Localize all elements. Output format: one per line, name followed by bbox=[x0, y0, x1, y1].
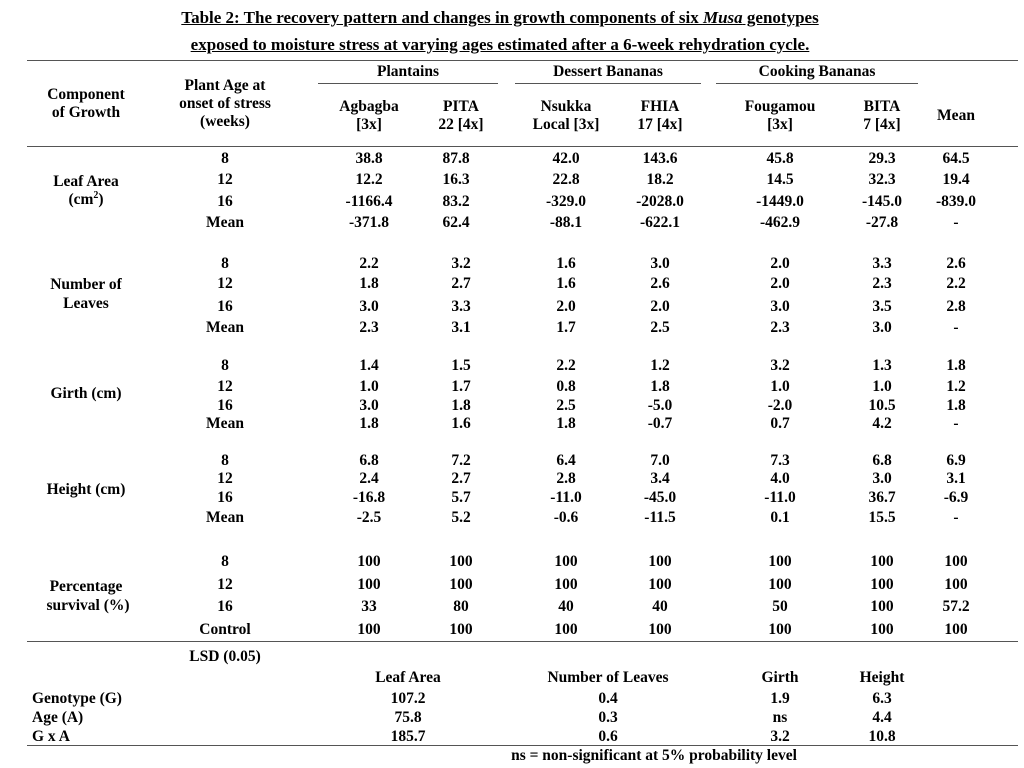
value-cell: -0.6 bbox=[553, 509, 579, 526]
age-cell: 16 bbox=[217, 193, 233, 210]
mean-cell: 1.8 bbox=[946, 397, 966, 414]
header-age-line2: onset of stress bbox=[179, 95, 271, 112]
header-genotype-name: FHIA bbox=[640, 98, 680, 115]
lsd-value: ns bbox=[772, 709, 788, 726]
mean-cell: 100 bbox=[944, 621, 968, 638]
value-cell: 1.7 bbox=[556, 319, 576, 336]
value-cell: -11.5 bbox=[644, 509, 676, 526]
lsd-column-header: Leaf Area bbox=[375, 669, 441, 686]
mean-cell: 2.6 bbox=[946, 255, 966, 272]
age-cell: 8 bbox=[221, 357, 229, 374]
age-cell: 12 bbox=[217, 275, 233, 292]
value-cell: 1.3 bbox=[872, 357, 892, 374]
value-cell: 2.0 bbox=[556, 298, 576, 315]
value-cell: 2.5 bbox=[650, 319, 670, 336]
age-cell: 16 bbox=[217, 397, 233, 414]
value-cell: 5.7 bbox=[451, 489, 471, 506]
mean-cell: - bbox=[953, 214, 959, 231]
value-cell: 100 bbox=[554, 621, 578, 638]
value-cell: -88.1 bbox=[549, 214, 583, 231]
value-cell: 4.0 bbox=[770, 470, 790, 487]
age-cell: 8 bbox=[221, 452, 229, 469]
mean-cell: 3.1 bbox=[946, 470, 966, 487]
age-cell: 12 bbox=[217, 171, 233, 188]
lsd-row-label: Genotype (G) bbox=[32, 690, 122, 707]
value-cell: 32.3 bbox=[868, 171, 896, 188]
value-cell: 87.8 bbox=[442, 150, 470, 167]
age-cell: Control bbox=[199, 621, 251, 638]
lsd-value: 6.3 bbox=[872, 690, 892, 707]
value-cell: 2.3 bbox=[359, 319, 379, 336]
mean-cell: 64.5 bbox=[942, 150, 970, 167]
value-cell: 36.7 bbox=[868, 489, 896, 506]
value-cell: 100 bbox=[648, 621, 672, 638]
value-cell: 50 bbox=[772, 598, 788, 615]
mean-cell: -6.9 bbox=[943, 489, 969, 506]
group-underline-dessert bbox=[515, 83, 701, 84]
value-cell: 2.8 bbox=[556, 470, 576, 487]
value-cell: -27.8 bbox=[865, 214, 899, 231]
value-cell: 2.7 bbox=[451, 275, 471, 292]
age-cell: Mean bbox=[206, 319, 244, 336]
lsd-row-label: Age (A) bbox=[32, 709, 84, 726]
mean-cell: 1.8 bbox=[946, 357, 966, 374]
section-label-line1: Girth (cm) bbox=[50, 385, 122, 402]
header-genotype-ploidy: 7 [4x] bbox=[863, 116, 901, 133]
value-cell: 22.8 bbox=[552, 171, 580, 188]
lsd-column-header: Girth bbox=[761, 669, 799, 686]
value-cell: 2.3 bbox=[770, 319, 790, 336]
value-cell: 7.2 bbox=[451, 452, 471, 469]
section-label-line1: Height (cm) bbox=[46, 481, 126, 498]
mean-cell: - bbox=[953, 509, 959, 526]
value-cell: 18.2 bbox=[646, 171, 674, 188]
lsd-row-label: G x A bbox=[32, 728, 70, 745]
value-cell: -2.5 bbox=[356, 509, 382, 526]
value-cell: 1.8 bbox=[359, 415, 379, 432]
value-cell: -11.0 bbox=[764, 489, 796, 506]
header-group-dessert: Dessert Bananas bbox=[553, 63, 663, 80]
lsd-value: 3.2 bbox=[770, 728, 790, 745]
value-cell: 2.5 bbox=[556, 397, 576, 414]
mean-cell: -839.0 bbox=[935, 193, 977, 210]
value-cell: 2.0 bbox=[650, 298, 670, 315]
value-cell: 40 bbox=[652, 598, 668, 615]
value-cell: 29.3 bbox=[868, 150, 896, 167]
value-cell: 14.5 bbox=[766, 171, 794, 188]
value-cell: 38.8 bbox=[355, 150, 383, 167]
value-cell: 100 bbox=[870, 598, 894, 615]
header-age-line3: (weeks) bbox=[200, 113, 250, 130]
value-cell: 3.0 bbox=[650, 255, 670, 272]
value-cell: 15.5 bbox=[868, 509, 896, 526]
value-cell: 2.2 bbox=[556, 357, 576, 374]
lsd-value: 0.6 bbox=[598, 728, 618, 745]
age-cell: Mean bbox=[206, 509, 244, 526]
mean-cell: 100 bbox=[944, 576, 968, 593]
value-cell: 100 bbox=[554, 576, 578, 593]
mean-cell: - bbox=[953, 319, 959, 336]
header-genotype-ploidy: 22 [4x] bbox=[438, 116, 484, 133]
group-underline-cooking bbox=[716, 83, 918, 84]
age-cell: 8 bbox=[221, 553, 229, 570]
header-genotype-name: Agbagba bbox=[339, 98, 399, 115]
value-cell: 2.2 bbox=[359, 255, 379, 272]
value-cell: 0.7 bbox=[770, 415, 790, 432]
value-cell: -1166.4 bbox=[345, 193, 393, 210]
mean-cell: 6.9 bbox=[946, 452, 966, 469]
value-cell: -5.0 bbox=[647, 397, 673, 414]
lsd-value: 0.4 bbox=[598, 690, 618, 707]
value-cell: 1.2 bbox=[650, 357, 670, 374]
value-cell: 3.0 bbox=[770, 298, 790, 315]
value-cell: -2028.0 bbox=[636, 193, 684, 210]
value-cell: 100 bbox=[768, 576, 792, 593]
value-cell: 1.8 bbox=[451, 397, 471, 414]
header-genotype-ploidy: 17 [4x] bbox=[637, 116, 683, 133]
value-cell: 1.0 bbox=[770, 378, 790, 395]
value-cell: 2.0 bbox=[770, 275, 790, 292]
lsd-value: 4.4 bbox=[872, 709, 892, 726]
value-cell: -462.9 bbox=[759, 214, 801, 231]
age-cell: Mean bbox=[206, 415, 244, 432]
header-genotype-name: Nsukka bbox=[540, 98, 592, 115]
value-cell: 6.8 bbox=[359, 452, 379, 469]
value-cell: 2.4 bbox=[359, 470, 379, 487]
value-cell: 3.4 bbox=[650, 470, 670, 487]
value-cell: 83.2 bbox=[442, 193, 470, 210]
value-cell: 0.8 bbox=[556, 378, 576, 395]
lsd-value: 1.9 bbox=[770, 690, 790, 707]
value-cell: 100 bbox=[449, 553, 473, 570]
value-cell: 62.4 bbox=[442, 214, 470, 231]
mean-cell: 2.8 bbox=[946, 298, 966, 315]
value-cell: 100 bbox=[768, 553, 792, 570]
section-label-line2: $(cm^2)$ bbox=[68, 189, 104, 208]
header-bottom-rule bbox=[27, 146, 1018, 147]
header-component-line1: Component bbox=[47, 86, 125, 103]
value-cell: 45.8 bbox=[766, 150, 794, 167]
lsd-value: 10.8 bbox=[868, 728, 896, 745]
title-line-2: exposed to moisture stress at varying ages estimated after a 6-week rehydration cycle. bbox=[190, 35, 810, 54]
header-genotype-ploidy: Local [3x] bbox=[532, 116, 600, 133]
value-cell: 143.6 bbox=[642, 150, 678, 167]
lsd-column-header: Number of Leaves bbox=[547, 669, 669, 686]
age-cell: 16 bbox=[217, 489, 233, 506]
value-cell: 3.2 bbox=[770, 357, 790, 374]
table-top-rule bbox=[27, 60, 1018, 61]
group-underline-plantains bbox=[318, 83, 498, 84]
value-cell: -329.0 bbox=[545, 193, 587, 210]
lsd-title: LSD (0.05) bbox=[189, 648, 261, 665]
header-genotype-ploidy: [3x] bbox=[356, 116, 382, 133]
header-genotype-name: Fougamou bbox=[744, 98, 816, 115]
value-cell: 100 bbox=[870, 576, 894, 593]
value-cell: 1.8 bbox=[359, 275, 379, 292]
value-cell: 42.0 bbox=[552, 150, 580, 167]
value-cell: -45.0 bbox=[643, 489, 677, 506]
value-cell: 100 bbox=[449, 576, 473, 593]
value-cell: 100 bbox=[648, 576, 672, 593]
value-cell: -11.0 bbox=[550, 489, 582, 506]
value-cell: 7.0 bbox=[650, 452, 670, 469]
header-component-line2: of Growth bbox=[51, 104, 121, 121]
title-line-1: Table 2: The recovery pattern and changes in growth components of six Musa genotypes bbox=[181, 8, 819, 27]
value-cell: 40 bbox=[558, 598, 574, 615]
value-cell: -371.8 bbox=[348, 214, 390, 231]
value-cell: -16.8 bbox=[352, 489, 386, 506]
lsd-footnote: ns = non-significant at 5% probability level bbox=[511, 747, 797, 764]
value-cell: 1.7 bbox=[451, 378, 471, 395]
value-cell: 100 bbox=[870, 621, 894, 638]
value-cell: 4.2 bbox=[872, 415, 892, 432]
value-cell: 33 bbox=[361, 598, 377, 615]
value-cell: 1.0 bbox=[872, 378, 892, 395]
mean-cell: 1.2 bbox=[946, 378, 966, 395]
age-cell: 12 bbox=[217, 576, 233, 593]
header-mean: Mean bbox=[937, 107, 975, 124]
age-cell: 16 bbox=[217, 598, 233, 615]
mean-cell: 19.4 bbox=[942, 171, 970, 188]
section-label-line1: Number of bbox=[50, 276, 122, 293]
value-cell: 100 bbox=[357, 576, 381, 593]
value-cell: 1.4 bbox=[359, 357, 379, 374]
value-cell: -1449.0 bbox=[756, 193, 804, 210]
mean-cell: - bbox=[953, 415, 959, 432]
section-label-line2: survival (%) bbox=[46, 597, 130, 614]
age-cell: Mean bbox=[206, 214, 244, 231]
value-cell: -2.0 bbox=[767, 397, 793, 414]
value-cell: 100 bbox=[357, 621, 381, 638]
age-cell: 8 bbox=[221, 255, 229, 272]
header-group-cooking: Cooking Bananas bbox=[758, 63, 876, 80]
value-cell: 1.6 bbox=[556, 275, 576, 292]
age-cell: 8 bbox=[221, 150, 229, 167]
header-group-plantains: Plantains bbox=[376, 63, 440, 80]
value-cell: -622.1 bbox=[639, 214, 681, 231]
section-label-line2: Leaves bbox=[63, 295, 109, 312]
section-label-line1: Percentage bbox=[49, 578, 123, 595]
value-cell: -145.0 bbox=[861, 193, 903, 210]
value-cell: 100 bbox=[449, 621, 473, 638]
value-cell: 3.5 bbox=[872, 298, 892, 315]
value-cell: 3.3 bbox=[451, 298, 471, 315]
value-cell: 10.5 bbox=[868, 397, 896, 414]
age-cell: 12 bbox=[217, 378, 233, 395]
value-cell: 5.2 bbox=[451, 509, 471, 526]
header-genotype-ploidy: [3x] bbox=[767, 116, 793, 133]
value-cell: 3.0 bbox=[359, 298, 379, 315]
age-cell: 12 bbox=[217, 470, 233, 487]
value-cell: 12.2 bbox=[355, 171, 383, 188]
value-cell: 2.0 bbox=[770, 255, 790, 272]
value-cell: 3.0 bbox=[872, 470, 892, 487]
value-cell: 1.8 bbox=[650, 378, 670, 395]
value-cell: 100 bbox=[357, 553, 381, 570]
value-cell: 6.8 bbox=[872, 452, 892, 469]
mean-cell: 100 bbox=[944, 553, 968, 570]
value-cell: 1.0 bbox=[359, 378, 379, 395]
value-cell: 80 bbox=[453, 598, 469, 615]
value-cell: 100 bbox=[870, 553, 894, 570]
value-cell: 2.6 bbox=[650, 275, 670, 292]
value-cell: 100 bbox=[554, 553, 578, 570]
lsd-column-header: Height bbox=[859, 669, 905, 686]
value-cell: -0.7 bbox=[647, 415, 673, 432]
header-genotype-name: BITA bbox=[863, 98, 901, 115]
header-age-line1: Plant Age at bbox=[184, 77, 266, 94]
lsd-value: 0.3 bbox=[598, 709, 618, 726]
value-cell: 7.3 bbox=[770, 452, 790, 469]
value-cell: 0.1 bbox=[770, 509, 790, 526]
value-cell: 1.6 bbox=[451, 415, 471, 432]
value-cell: 3.0 bbox=[359, 397, 379, 414]
body-bottom-rule bbox=[27, 641, 1018, 642]
value-cell: 6.4 bbox=[556, 452, 576, 469]
age-cell: 16 bbox=[217, 298, 233, 315]
lsd-value: 185.7 bbox=[390, 728, 426, 745]
value-cell: 1.8 bbox=[556, 415, 576, 432]
value-cell: 100 bbox=[648, 553, 672, 570]
mean-cell: 2.2 bbox=[946, 275, 966, 292]
value-cell: 16.3 bbox=[442, 171, 470, 188]
value-cell: 2.7 bbox=[451, 470, 471, 487]
value-cell: 1.5 bbox=[451, 357, 471, 374]
value-cell: 3.1 bbox=[451, 319, 471, 336]
value-cell: 1.6 bbox=[556, 255, 576, 272]
lsd-value: 107.2 bbox=[390, 690, 426, 707]
section-label-line1: Leaf Area bbox=[53, 173, 119, 190]
value-cell: 100 bbox=[768, 621, 792, 638]
mean-cell: 57.2 bbox=[942, 598, 970, 615]
value-cell: 3.3 bbox=[872, 255, 892, 272]
value-cell: 2.3 bbox=[872, 275, 892, 292]
value-cell: 3.0 bbox=[872, 319, 892, 336]
lsd-value: 75.8 bbox=[394, 709, 422, 726]
header-genotype-name: PITA bbox=[443, 98, 479, 115]
value-cell: 3.2 bbox=[451, 255, 471, 272]
